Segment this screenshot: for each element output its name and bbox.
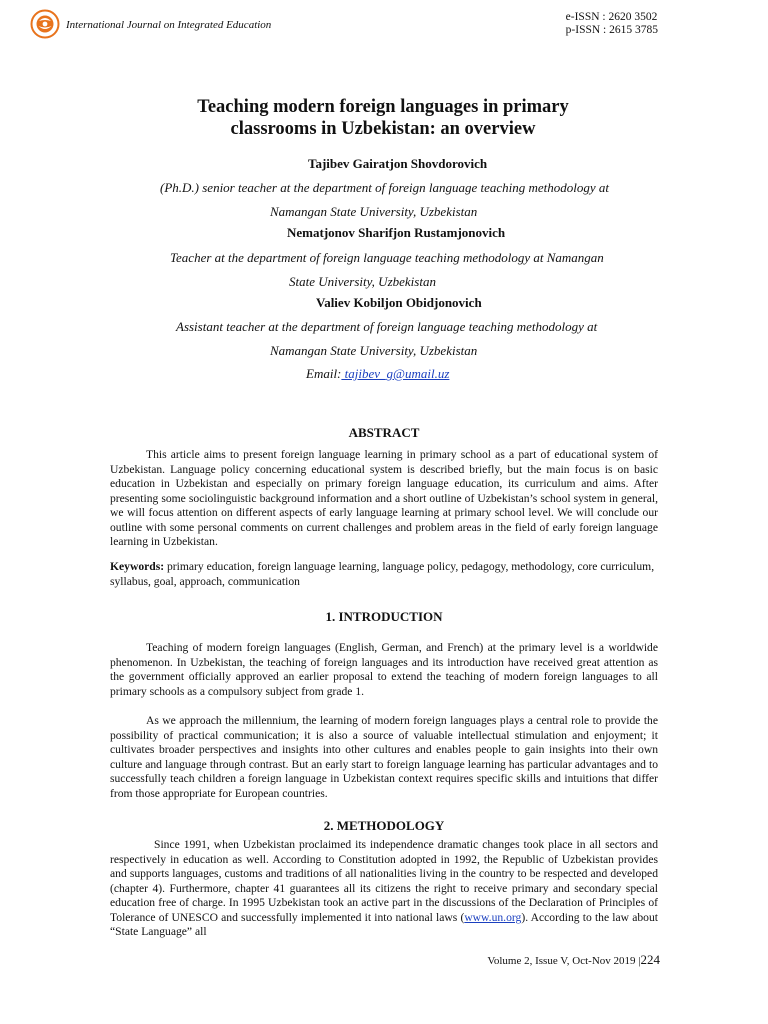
author-affiliation: State University, Uzbekistan [289, 274, 436, 289]
author-affiliation: Assistant teacher at the department of foreign language teaching methodology at [176, 319, 598, 334]
keywords: Keywords: primary education, foreign language learning, language policy, pedagogy, methodology, core curriculum, syllabus, goal, approach, communication [110, 560, 655, 588]
author-affiliation: Namangan State University, Uzbekistan [270, 204, 478, 219]
journal-logo-icon [30, 9, 60, 39]
section-heading-methodology: 2. METHODOLOGY [323, 818, 445, 833]
article-title: Teaching modern foreign languages in primary classrooms in Uzbekistan: an overview [197, 97, 569, 139]
page-footer: Volume 2, Issue V, Oct-Nov 2019 |224 [487, 952, 660, 967]
methodology-paragraph: Since 1991, when Uzbekistan proclaimed its independence dramatic changes took place in all sectors and respectively in education as well. According to Constitution adopted in 1992, the Republic of Uzbekistan provides and supports languages, customs and traditions of all nationalities living in the country to be respected and developed (chapter 4). Furthermore, chapter 41 guarantees all its citizens the right to receive primary and secondary special education free of charge. In 1995 Uzbekistan took an active part in the discussions of the Declaration of Principles of Tolerance of UNESCO and successfully implemented it into national laws (www.un.org). According to the law about “State Language” all [110, 838, 658, 938]
issn-block [566, 11, 658, 37]
introduction-paragraph: Teaching of modern foreign languages (English, German, and French) at the primary level is a worldwide phenomenon. In Uzbekistan, the teaching of foreign languages and its introduction have received great attention as the government officially approved an earlier proposal to extend the teaching of modern foreign languages to all primary schools as a compulsory subject from grade 1. [110, 641, 658, 698]
un-website-link[interactable]: www.un.org [464, 910, 522, 924]
eissn: e-ISSN : 2620 3502 [565, 11, 658, 23]
introduction-paragraph: As we approach the millennium, the learning of modern foreign languages plays a central role to provide the possibility of practical communication; it is also a source of valuable intellectual stimulation and enjoyment; it cultivates broader perspectives and insights into other cultures and enables people to gain insights into their own culture and language through contrast. But an early start to foreign language learning has particular advantages and to successfully teach children a foreign language in Uzbekistan context requires specific skills and intuitions that differ from those appropriate for European countries. [110, 714, 658, 800]
pissn: p-ISSN : 2615 3785 [565, 24, 658, 36]
journal-name: International Journal on Integrated Education [66, 19, 272, 31]
author-affiliation: Teacher at the department of foreign language teaching methodology at Namangan [170, 250, 604, 265]
abstract-text: This article aims to present foreign language learning in primary school as a part of educational system of Uzbekistan. Language policy concerning educational system is described briefly, but the main focus is on basic education in Uzbekistan and especially on primary foreign language education, its curriculum and aims. After presenting some sociolinguistic background information and a short outline of Uzbekistan’s school system in general, we will focus attention on different aspects of early language learning at primary school level. We will conclude our outline with some personal comments on current challenges and problem areas in the field of early foreign language learning in Uzbekistan. [110, 448, 658, 548]
author-name: Tajibev Gairatjon Shovdorovich [308, 156, 488, 171]
author-name: Nematjonov Sharifjon Rustamjonovich [287, 225, 506, 240]
author-name: Valiev Kobiljon Obidjonovich [316, 295, 482, 310]
author-email: Email: tajibev_g@umail.uz [306, 366, 450, 381]
section-heading-introduction: 1. INTRODUCTION [325, 609, 443, 624]
abstract-heading: ABSTRACT [348, 425, 420, 440]
author-affiliation: Namangan State University, Uzbekistan [270, 343, 478, 358]
author-affiliation: (Ph.D.) senior teacher at the department of foreign language teaching methodology at [160, 180, 610, 195]
email-link[interactable]: tajibev_g@umail.uz [341, 366, 450, 381]
page-number: 224 [640, 952, 660, 967]
